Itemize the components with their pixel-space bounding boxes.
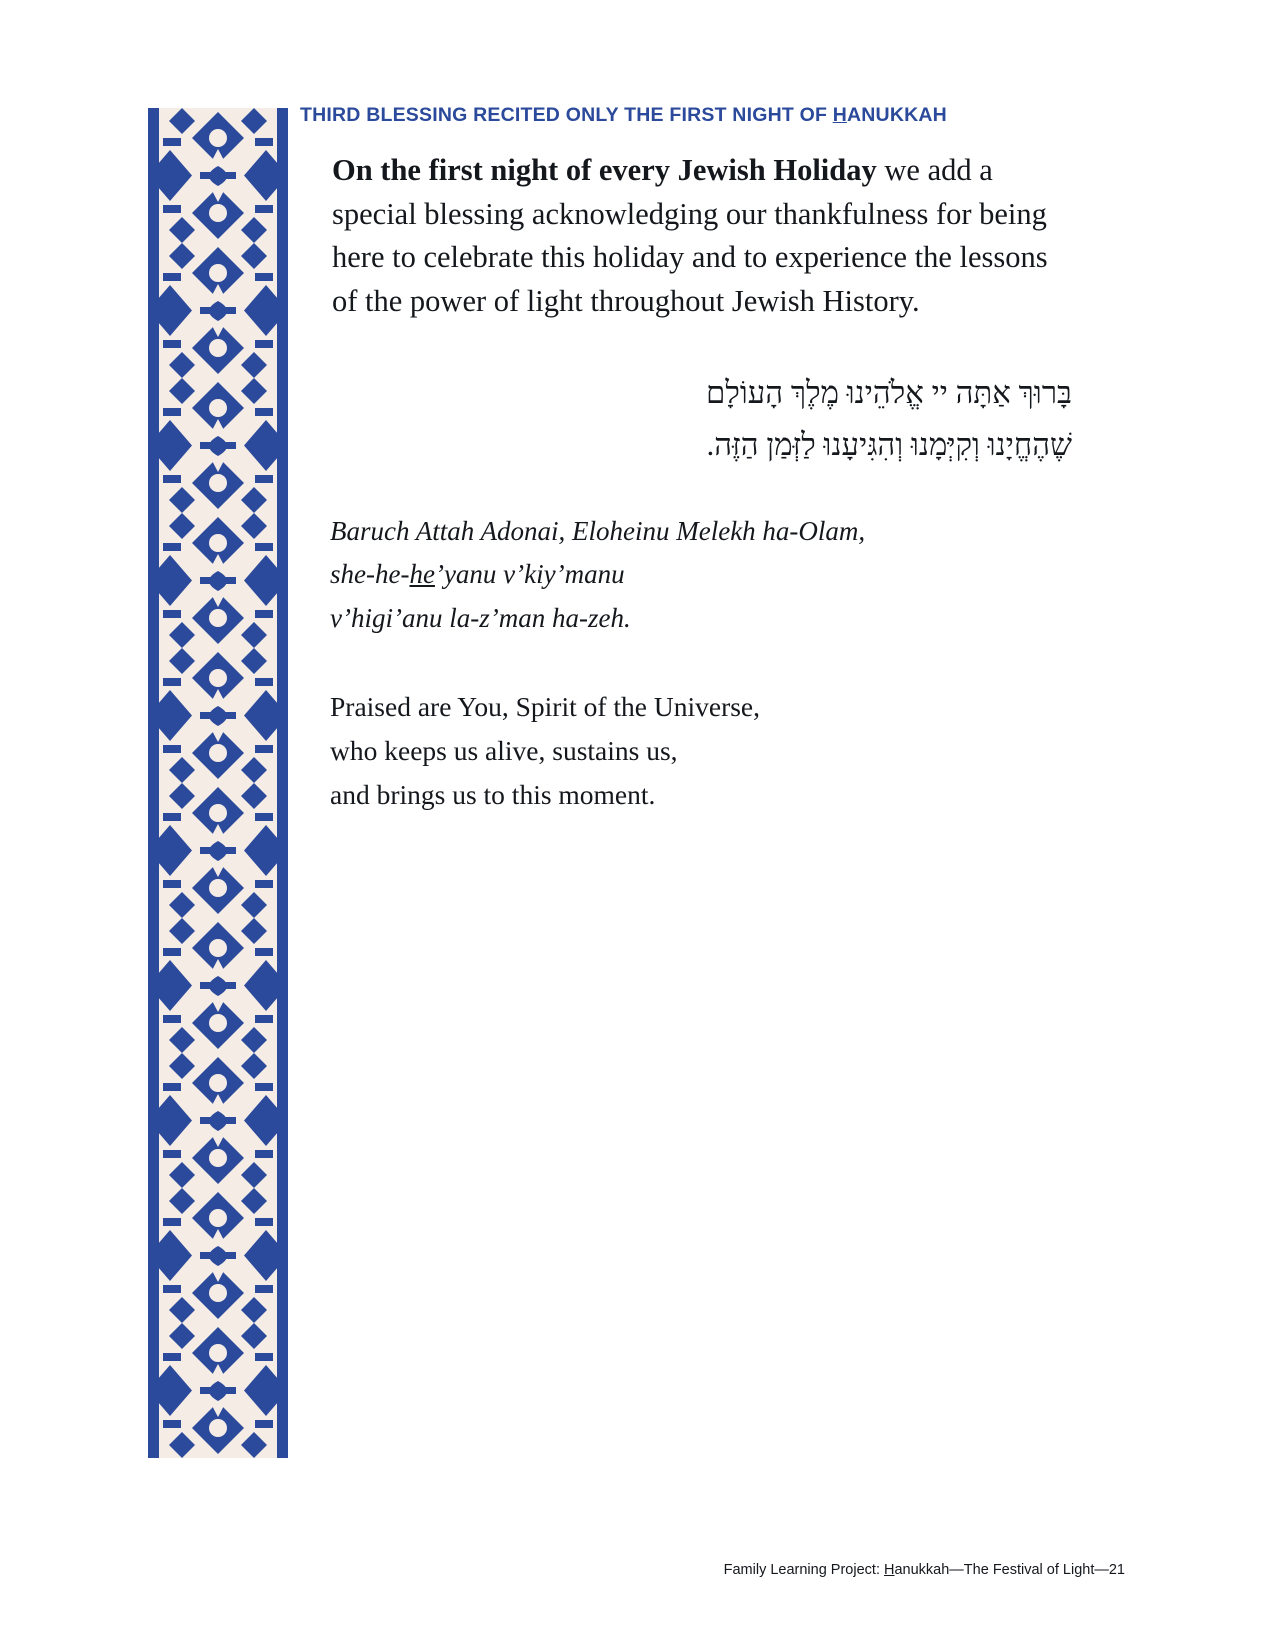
page-content xyxy=(300,104,1080,817)
kicker-text-pre: THIRD BLESSING RECITED ONLY THE FIRST NIGHT OF xyxy=(300,104,833,126)
transliteration-block xyxy=(330,510,1080,641)
translation-block xyxy=(330,685,1080,817)
translation-line-1: Praised are You, Spirit of the Universe, xyxy=(330,690,761,722)
intro-lead: On the first night of every Jewish Holiday xyxy=(332,153,877,187)
page-footer xyxy=(0,1562,1275,1578)
intro-paragraph xyxy=(332,149,1062,323)
footer-text-pre: Family Learning Project: xyxy=(723,1562,884,1578)
footer-underlined-letter: H xyxy=(884,1562,895,1578)
transliteration-line-1: Baruch Attah Adonai, Eloheinu Melekh ha-Olam, xyxy=(330,515,866,546)
hebrew-blessing xyxy=(300,367,1080,469)
transliteration-underlined-letters: he xyxy=(409,559,435,590)
transliteration-line-3: v’higi’anu la-z’man ha-zeh. xyxy=(330,603,631,634)
decorative-border-ornament xyxy=(148,108,288,1458)
kicker-text-post: ANUKKAH xyxy=(846,104,947,126)
section-kicker xyxy=(300,104,1080,127)
kicker-underlined-letter: H xyxy=(832,104,847,126)
hebrew-line-1: בָּרוּךְ אַתָּה יי אֱלֹהֵינוּ מֶלֶךְ הָעוֹלָם xyxy=(705,375,1072,411)
transliteration-line-2-pre: she-he- xyxy=(330,559,410,590)
transliteration-line-2-post: ’yanu v’kiy’manu xyxy=(434,559,625,590)
hebrew-line-2: שֶׁהֶחֱיָנוּ וְקִיְּמָנוּ וְהִגִּיעָנוּ לַזְּמַן הַזֶּה. xyxy=(706,426,1072,462)
transliteration-line-2 xyxy=(330,553,1080,597)
translation-line-3: and brings us to this moment. xyxy=(330,778,656,810)
intro-rest: we add a special blessing acknowledging our thankfulness for being here to celebrate this holiday and to experience the lessons of the power of light throughout Jewish History. xyxy=(332,153,1048,318)
footer-text-post: anukkah—The Festival of Light—21 xyxy=(894,1562,1125,1578)
translation-line-2: who keeps us alive, sustains us, xyxy=(330,734,678,766)
